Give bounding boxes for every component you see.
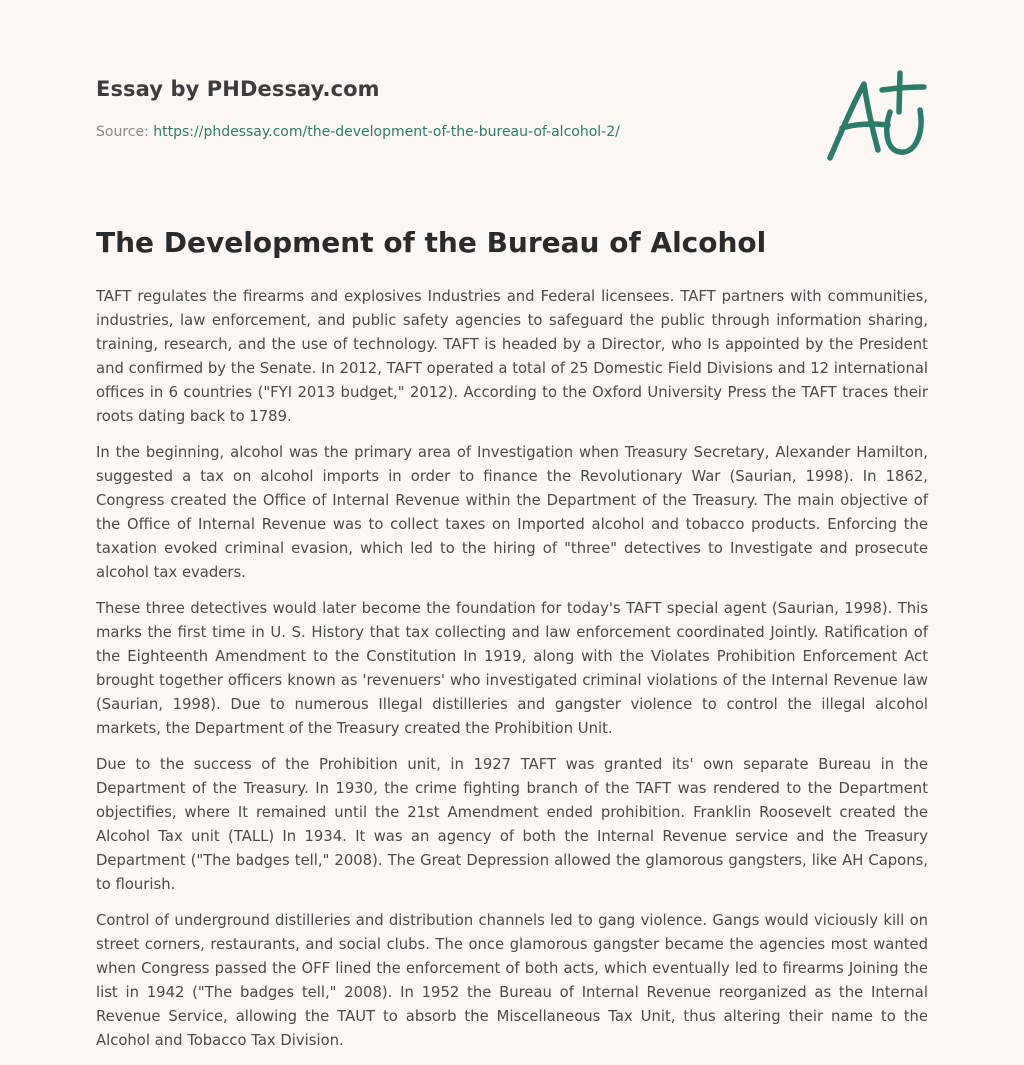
essay-paragraph: TAFT regulates the firearms and explosives Industries and Federal licensees. TAFT partners with communities, industries, law enforcement, and public safety agencies to safeguard the public through information sharing, training, research, and the use of technology. TAFT is headed by a Director, who Is appointed by the President and confirmed by the Senate. In 2012, TAFT operated a total of 25 Domestic Field Divisions and 12 international offices in 6 countries ("FYI 2013 budget," 2012). According to the Oxford University Press the TAFT traces their roots dating back to 1789. [96,288,928,425]
source-label: Source: [96,124,154,140]
essay-title: The Development of the Bureau of Alcohol [96,226,767,259]
essay-paragraph: Due to the success of the Prohibition unit, in 1927 TAFT was granted its' own separate Bureau in the Department of the Treasury. In 1930, the crime fighting branch of the TAFT was rendered to the Department objectifies, where It remained until the 21st Amendment ended prohibition. Franklin Roosevelt created the Alcohol Tax unit (TALL) In 1934. It was an agency of both the Internal Revenue service and the Treasury Department ("The badges tell," 2008). The Great Depression allowed the glamorous gangsters, like AH Capons, to flourish. [96,756,928,893]
essay-body [96,285,928,1065]
essay-paragraph: Control of underground distilleries and distribution channels led to gang violence. Gangs would viciously kill on street corners, restaurants, and social clubs. The once glamorous gangster became the agencies most wanted when Congress passed the OFF lined the enforcement of both acts, which eventually led to firearms Joining the list in 1942 ("The badges tell," 2008). In 1952 the Bureau of Internal Revenue reorganized as the Internal Revenue Service, allowing the TAUT to absorb the Miscellaneous Tax Unit, thus altering their name to the Alcohol and Tobacco Tax Division. [96,912,928,1049]
source-line [96,124,620,140]
essay-paragraph: These three detectives would later become the foundation for today's TAFT special agent (Saurian, 1998). This marks the first time in U. S. History that tax collecting and law enforcement coordinated Jointly. Ratification of the Eighteenth Amendment to the Constitution In 1919, along with the Violates Prohibition Enforcement Act brought together officers known as 'revenuers' who investigated criminal violations of the Internal Revenue law (Saurian, 1998). Due to numerous Illegal distilleries and gangster violence to control the illegal alcohol markets, the Department of the Treasury created the Prohibition Unit. [96,600,928,737]
essay-paragraph: In the beginning, alcohol was the primary area of Investigation when Treasury Secretary, Alexander Hamilton, suggested a tax on alcohol imports in order to finance the Revolutionary War (Saurian, 1998). In 1862, Congress created the Office of Internal Revenue within the Department of the Treasury. The main objective of the Office of Internal Revenue was to collect taxes on Imported alcohol and tobacco products. Enforcing the taxation evoked criminal evasion, which led to the hiring of "three" detectives to Investigate and prosecute alcohol tax evaders. [96,444,928,581]
a-plus-logo-icon [820,68,930,168]
brand-title: Essay by PHDessay.com [96,77,380,101]
source-link[interactable]: https://phdessay.com/the-development-of-the-bureau-of-alcohol-2/ [153,124,620,140]
